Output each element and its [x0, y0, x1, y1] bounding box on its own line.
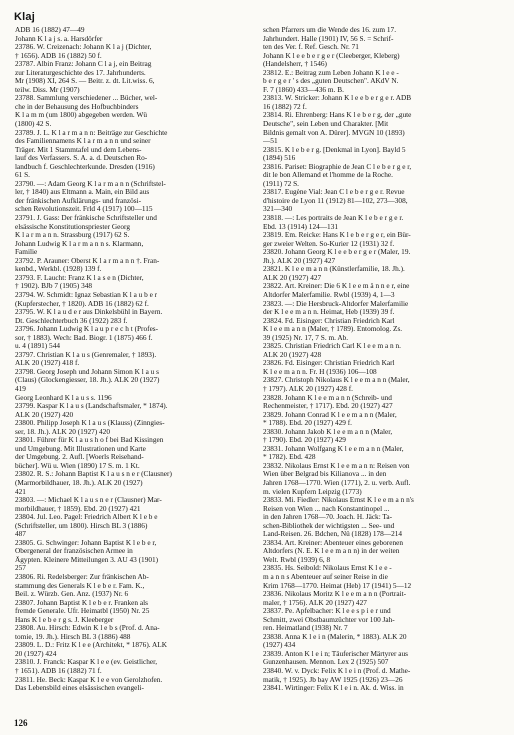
- bibliography-line: (1911) 72 S.: [263, 178, 300, 188]
- bibliography-line: schen Revolutionszeit. Frld 4 (1917) 100—115: [15, 204, 153, 214]
- bibliography-line: lauf des Verfassers. S. A. a. d. Deutschen Ro-: [15, 153, 148, 163]
- bibliography-line: Träger. Mit 1 Stammtafel und dem Lebens-: [15, 144, 142, 154]
- bibliography-line: 419: [15, 383, 26, 393]
- bibliography-line: und Umgebung. Mit Illustrationen und Karte: [15, 443, 146, 453]
- bibliography-line: Familie: [15, 247, 38, 257]
- bibliography-line: ren. Heimatland (1938) Nr. 7: [263, 623, 348, 633]
- bibliography-line: Reisen von Wien ... nach Konstantinopel ...: [263, 503, 390, 513]
- bibliography-line: 23832. Nikolaus Ernst K l e e m a n n: Reisen von: [263, 460, 410, 470]
- bibliography-line: 23820. Johann Georg K l e e b e r g e r (Maler, 19.: [263, 247, 411, 257]
- bibliography-line: m. vielen Kupfern Leipzig (1773): [263, 486, 362, 496]
- bibliography-line: Das Lebensbild eines elsässischen evangeli-: [15, 683, 144, 693]
- bibliography-line: 23831. Johann Wolfgang K l e e m a n n (Maler,: [263, 443, 404, 453]
- bibliography-line: b e r g e r ' s des „guten Deutschen". AKdV N.: [263, 76, 399, 86]
- bibliography-line: 23834. Art. Kreiner: Abenteuer eines geborenen: [263, 537, 404, 547]
- bibliography-line: der fränkischen Aufklärungs- und französi-: [15, 195, 142, 205]
- running-head: Klaj: [14, 11, 35, 23]
- bibliography-line: Johann K l e e b e r g e r (Cleeberger, Kleberg): [263, 50, 400, 60]
- bibliography-line: 23817. Eugène Vial: Jean C l e b e r g e r. Revue: [263, 187, 405, 197]
- bibliography-line: 23829. Johann Conrad K l e e m a n n (Maler,: [263, 409, 397, 419]
- bibliography-line: (Claus) (Glockengiesser, 18. Jh.). ALK 20 (1927): [15, 375, 160, 385]
- bibliography-line: Mr (1908) XI, 264 S. — Beitr. z. dt. Lit.wiss. 6,: [15, 76, 155, 86]
- bibliography-line: in den Jahren 1768—70. Joach. H. Jäck: Ta-: [263, 512, 393, 522]
- bibliography-line: Obergeneral der französischen Armee in: [15, 546, 133, 556]
- bibliography-line: 16 (1882) 72 f.: [263, 101, 307, 111]
- bibliography-line: che in der Behausung des Hofbuchbinders: [15, 101, 139, 111]
- bibliography-line: (1894) 516: [263, 153, 296, 163]
- bibliography-line: 23786. W. Creizenach: Johann K l a j (Dichter,: [15, 42, 152, 52]
- bibliography-line: † 1651). ADB 16 (1882) 71 f.: [15, 666, 102, 676]
- bibliography-line: 23827. Christoph Nikolaus K l e e m a n n (Maler,: [263, 375, 410, 385]
- bibliography-line: 23796. Johann Ludwig K l a u p r e c h t (Profes-: [15, 324, 159, 334]
- bibliography-line: 23804. Jul. Leo. Pagel: Friedrich Albert K l e b e: [15, 512, 158, 522]
- bibliography-line: 23818. —: Les portraits de Jean K l e b e r g e r.: [263, 213, 404, 223]
- bibliography-line: Ägypten. Kleinere Mitteilungen 3. AU 43 (1901): [15, 554, 159, 564]
- bibliography-line: ten des Ver. f. Ref. Gesch. Nr. 71: [263, 42, 359, 52]
- bibliography-line: 23819. Em. Reicke: Hans K l e b e r g e r, ein Bür-: [263, 230, 411, 240]
- bibliography-line: ALK 20 (1927) 428: [263, 349, 322, 359]
- bibliography-line: des Familiennamens K l a r m a n n und seiner: [15, 136, 151, 146]
- bibliography-line: schen-Bibliothek der wichtigsten ... See- und: [263, 520, 395, 530]
- bibliography-line: K l e e m a n n (Maler, † 1789). Entomolog. Zs.: [263, 324, 403, 334]
- bibliography-line: 257: [15, 563, 26, 573]
- bibliography-line: 23793. F. Laucht: Franz K l a s e n (Dichter,: [15, 272, 144, 282]
- bibliography-line: der Umgebung. 2. Aufl. [Woerls Reisehand-: [15, 452, 144, 462]
- bibliography-line: Jh.). ALK 20 (1927) 427: [263, 255, 336, 265]
- left-column: [15, 26, 255, 693]
- bibliography-line: K l a m m (um 1800) abgegeben werden. Wü: [15, 110, 147, 120]
- bibliography-line: 23836. Nikolaus Moritz K l e e m a n n (Portrait-: [263, 589, 407, 599]
- bibliography-line: maler, † 1756). ALK 20 (1927) 427: [263, 597, 367, 607]
- bibliography-line: 23807. Johann Baptist K l e b e r. Franken als: [15, 597, 148, 607]
- right-column: [263, 26, 503, 693]
- bibliography-line: (Schriftsteller, um 1800). Hirsch BL 3 (1886): [15, 520, 148, 530]
- bibliography-line: Ebd. 13 (1914) 124—131: [263, 221, 338, 231]
- bibliography-line: Johann K l a j s. a. Harsdörfer: [15, 33, 103, 43]
- bibliography-line: stammung des Generals K l e b e r. Fam. K.,: [15, 580, 145, 590]
- bibliography-line: 23808. Au. Hirsch: Edwin K l e b s (Prof. d. Ana-: [15, 623, 160, 633]
- bibliography-line: 23813. W. Stricker: Johann K l e e b e r g e r. ADB: [263, 93, 412, 103]
- bibliography-line: Gunzenhausen. Mennon. Lex 2 (1925) 507: [263, 657, 389, 667]
- bibliography-line: sor, † 1883). Wech: Bad. Biogr. 1 (1875) 466 f.: [15, 332, 153, 342]
- bibliography-line: Wien über Belgrad bis Kilianova ... in den: [263, 469, 387, 479]
- bibliography-line: 23833. Mi. Fiedler: Nikolaus Ernst K l e e m a n n's: [263, 495, 414, 505]
- bibliography-line: ALK 20 (1927) 420: [15, 409, 74, 419]
- bibliography-line: 23789. J. L. K l a r m a n n: Beiträge zur Geschichte: [15, 127, 168, 137]
- bibliography-line: 23805. G. Schwinger: Johann Baptist K l e b e r,: [15, 537, 157, 547]
- bibliography-line: 23840. W. v. Dyck: Felix K l e i n (Prof. d. Mathe-: [263, 666, 411, 676]
- bibliography-line: K l e e m a n n. Fr. H (1936) 106—108: [263, 366, 377, 376]
- bibliography-line: elsässische Konstitutionspriester Georg: [15, 221, 130, 231]
- bibliography-line: 23790. —: Adam Georg K l a r m a n n (Schriftstel-: [15, 178, 166, 188]
- bibliography-line: † 1797). ALK 20 (1927) 428 f.: [263, 383, 353, 393]
- bibliography-line: 23801. Führer für K l a u s h o f bei Bad Kissingen: [15, 435, 164, 445]
- bibliography-line: Land-Reisen. 26. Bdchen, Nü (1828) 178—214: [263, 529, 403, 539]
- bibliography-line: Altdorfers (N. E. K l e e m a n n) in der weiten: [263, 546, 400, 556]
- bibliography-line: 23841. Wirtinger: Felix K l e i n. Ak. d. Wiss. in: [263, 683, 404, 693]
- bibliography-line: 23821. K l e e m a n n (Künstlerfamilie, 18. Jh.).: [263, 264, 405, 274]
- bibliography-line: (1800) 42 S.: [15, 119, 52, 129]
- bibliography-line: ler, † 1840) aus Eltmann a. Main, ein Bild aus: [15, 187, 150, 197]
- bibliography-line: 23826. Fd. Eisinger: Christian Friedrich Karl: [263, 358, 395, 368]
- bibliography-line: tomie, 19. Jh.). Hirsch BL 3 (1886) 488: [15, 631, 131, 641]
- bibliography-line: 23812. E.: Beitrag zum Leben Johann K l e e -: [263, 67, 399, 77]
- bibliography-line: zur Literaturgeschichte des 17. Jahrhunderts.: [15, 67, 146, 77]
- bibliography-line: fremde Generale. Ufr. Heimatbl (1950) Nr. 25: [15, 606, 150, 616]
- bibliography-line: 23800. Philipp Joseph K l a u s (Klauss) (Zinngies-: [15, 418, 165, 428]
- bibliography-line: 23787. Albin Franz: Johann C l a j, ein Beitrag: [15, 59, 152, 69]
- bibliography-line: 23823. —: Die Hersbruck-Altdorfer Malerfamilie: [263, 298, 409, 308]
- bibliography-line: 23809. L. D.: Fritz K l e e (Architekt, * 1876). ALK: [15, 640, 167, 650]
- bibliography-line: 23791. J. Gass: Der fränkische Schriftsteller und: [15, 213, 157, 223]
- bibliography-line: m a n n s Abenteuer auf seiner Reise in die: [263, 572, 388, 581]
- bibliography-line: ALK 20 (1927) 418 f.: [15, 358, 80, 368]
- bibliography-line: ALK 20 (1927) 427: [263, 272, 322, 282]
- bibliography-line: 23810. J. Franck: Kaspar K l e e (ev. Geistlicher,: [15, 657, 158, 667]
- bibliography-line: ger zweier Welten. So-Kurier 12 (1931) 32 f.: [263, 238, 395, 248]
- bibliography-line: ser, 18. Jh.). ALK 20 (1927) 420: [15, 426, 110, 436]
- bibliography-line: 487: [15, 529, 26, 539]
- bibliography-line: † 1656). ADB 16 (1882) 50 f.: [15, 50, 102, 60]
- bibliography-line: 23806. Ri. Redelsberger: Zur fränkischen Ab-: [15, 572, 149, 581]
- bibliography-line: Georg Leonhard K l a u s s. 1196: [15, 392, 112, 402]
- bibliography-line: kenbd., Werkbl. (1928) 139 f.: [15, 264, 102, 274]
- bibliography-line: 61 S.: [15, 170, 31, 180]
- bibliography-line: Jahren 1768—1770. Wien (1771), 2. u. verb. Aufl.: [263, 477, 411, 487]
- bibliography-line: Deutsche", sein Leben und Charakter. [Mit: [263, 119, 389, 129]
- bibliography-line: d'histoire de Lyon 11 (1912) 81—102, 273—308,: [263, 195, 408, 205]
- bibliography-line: 23798. Georg Joseph und Johann Simon K l a u s: [15, 366, 159, 376]
- bibliography-line: Rechenmeister, † 1717). Ebd. 20 (1927) 427: [263, 401, 393, 411]
- page-number: 126: [14, 718, 28, 728]
- bibliography-line: 23794. W. Schmidt: Ignaz Sebastian K l a u b e r: [15, 289, 158, 299]
- bibliography-line: Beil. z. Würzb. Gen. Anz. (1937) Nr. 6: [15, 589, 129, 599]
- bibliography-line: 39 (1925) Nr. 17, 7 S. m. Ab.: [263, 332, 349, 342]
- bibliography-line: 23803. —: Michael K l a u s n e r (Clausner) Mar-: [15, 495, 162, 505]
- bibliography-line: —51: [263, 136, 278, 146]
- bibliography-line: Hans K l e b e r g s. J. Kleeberger: [15, 614, 114, 624]
- bibliography-line: 23822. Art. Kreiner: Die 6 K l e e m ä n n e r, eine: [263, 281, 410, 291]
- bibliography-line: Dt. Geschlechterbuch 36 (1922) 283 f.: [15, 315, 128, 325]
- bibliography-line: 23816. Pariset: Biographie de Jean C l e b e r g e r,: [263, 161, 412, 171]
- bibliography-line: u. 4 (1891) 544: [15, 341, 60, 351]
- bibliography-line: * 1788). Ebd. 20 (1927) 429 f.: [263, 418, 352, 428]
- bibliography-line: (Handelsherr, † 1546): [263, 59, 327, 69]
- bibliography-line: 321—340: [263, 204, 293, 214]
- bibliography-line: Altdorfer Malerfamilie. Rwbl (1939) 4, 1—3: [263, 289, 395, 299]
- bibliography-line: landbuch f. Geschlechterkunde. Dresden (1916): [15, 161, 155, 171]
- bibliography-line: 23788. Sammlung verschiedener ... Bücher, wel-: [15, 93, 158, 103]
- bibliography-line: matik, † 1925). Jb bay AW 1925 (1926) 23—26: [263, 674, 403, 684]
- bibliography-line: 23830. Johann Jakob K l e e m a n n (Maler,: [263, 426, 393, 436]
- bibliography-line: 421: [15, 486, 26, 496]
- bibliography-line: (1927) 434: [263, 640, 296, 650]
- bibliography-line: dit le bon Allemand et l'homme de la Roche.: [263, 170, 393, 180]
- bibliography-line: schen Pfarrers um die Wende des 16. zum 17.: [263, 26, 397, 34]
- bibliography-line: 23828. Johann K l e e m a n n (Schreib- und: [263, 392, 392, 402]
- bibliography-line: 23792. P. Arauner: Oberst K l a r m a n n †. Fran-: [15, 255, 160, 265]
- bibliography-line: 23824. Fd. Eisinger: Christian Friedrich Karl: [263, 315, 395, 325]
- bibliography-line: 23795. W. K l a u d e r aus Dinkelsbühl in Bayern.: [15, 307, 163, 317]
- bibliography-line: Welt. Rwbl (1939) 6, 8: [263, 554, 331, 564]
- bibliography-line: (Kupferstecher, † 1820). ADB 16 (1882) 62 f.: [15, 298, 149, 308]
- bibliography-line: 23838. Anna K l e i n (Malerin, * 1883). ALK 20: [263, 631, 407, 641]
- bibliography-line: (Marmorbildhauer, 18. Jh.). ALK 20 (1927): [15, 477, 143, 487]
- bibliography-line: 23839. Anton K l e i n; Täuferischer Märtyrer aus: [263, 648, 408, 658]
- bibliography-line: ADB 16 (1882) 47—49: [15, 26, 85, 34]
- bibliography-line: 23811. He. Beck: Kaspar K l e e von Gerolzhofen.: [15, 674, 163, 684]
- bibliography-line: Bildnis gemalt von A. Dürer]. MVGN 10 (1893): [263, 127, 405, 137]
- bibliography-line: Jahrhundert. Halle (1901) IV, 56 S. = Schrif-: [263, 33, 394, 43]
- bibliography-line: teilw. Diss. Mr (1907): [15, 84, 80, 94]
- bibliography-line: bücher]. Wü u. Wien (1890) 17 S. m. 1 Kt.: [15, 460, 140, 470]
- bibliography-line: F. 7 (1860) 433—436 m. B.: [263, 84, 344, 94]
- bibliography-line: Schmitt, zwei Obstbaumzüchter vor 100 Jah-: [263, 614, 395, 624]
- bibliography-line: 23815. K l e b e r g. [Denkmal in Lyon]. Bayld 5: [263, 144, 406, 154]
- bibliography-line: † 1790). Ebd. 20 (1927) 429: [263, 435, 346, 445]
- bibliography-line: 23835. Hs. Seibold: Nikolaus Ernst K l e e -: [263, 563, 392, 573]
- bibliography-line: Krim 1768—1770. Heimat (Heb) 17 (1941) 5—12: [263, 580, 412, 590]
- bibliography-line: 20 (1927) 424: [15, 648, 57, 658]
- bibliography-line: * 1782). Ebd. 428: [263, 452, 316, 462]
- bibliography-line: 23837. Pe. Apfelbacher: K l e e s p i e r und: [263, 606, 391, 616]
- bibliography-line: Johann Ludwig K l a r m a n n s. Klarmann,: [15, 238, 144, 248]
- bibliography-line: morbildhauer, † 1859). Ebd. 20 (1927) 421: [15, 503, 141, 513]
- bibliography-line: † 1902). BJb 7 (1905) 348: [15, 281, 93, 291]
- bibliography-line: 23814. Ri. Ehrenberg: Hans K l e b e r g, der „gute: [263, 110, 412, 120]
- bibliography-line: 23825. Christian Friedrich Carl K l e e m a n n.: [263, 341, 402, 351]
- bibliography-line: der K l e e m a n n. Heimat, Heb (1939) 39 f.: [263, 307, 395, 317]
- bibliography-line: 23799. Kaspar K l a u s (Landschaftsmaler, * 1874).: [15, 401, 168, 411]
- bibliography-line: 23802. R. S.: Johann Baptist K l a u s n e r (Clausner): [15, 469, 172, 479]
- bibliography-line: 23797. Christian K l a u s (Genremaler, † 1893).: [15, 349, 157, 359]
- bibliography-line: K l a r m a n n. Strassburg (1917) 62 S.: [15, 230, 130, 240]
